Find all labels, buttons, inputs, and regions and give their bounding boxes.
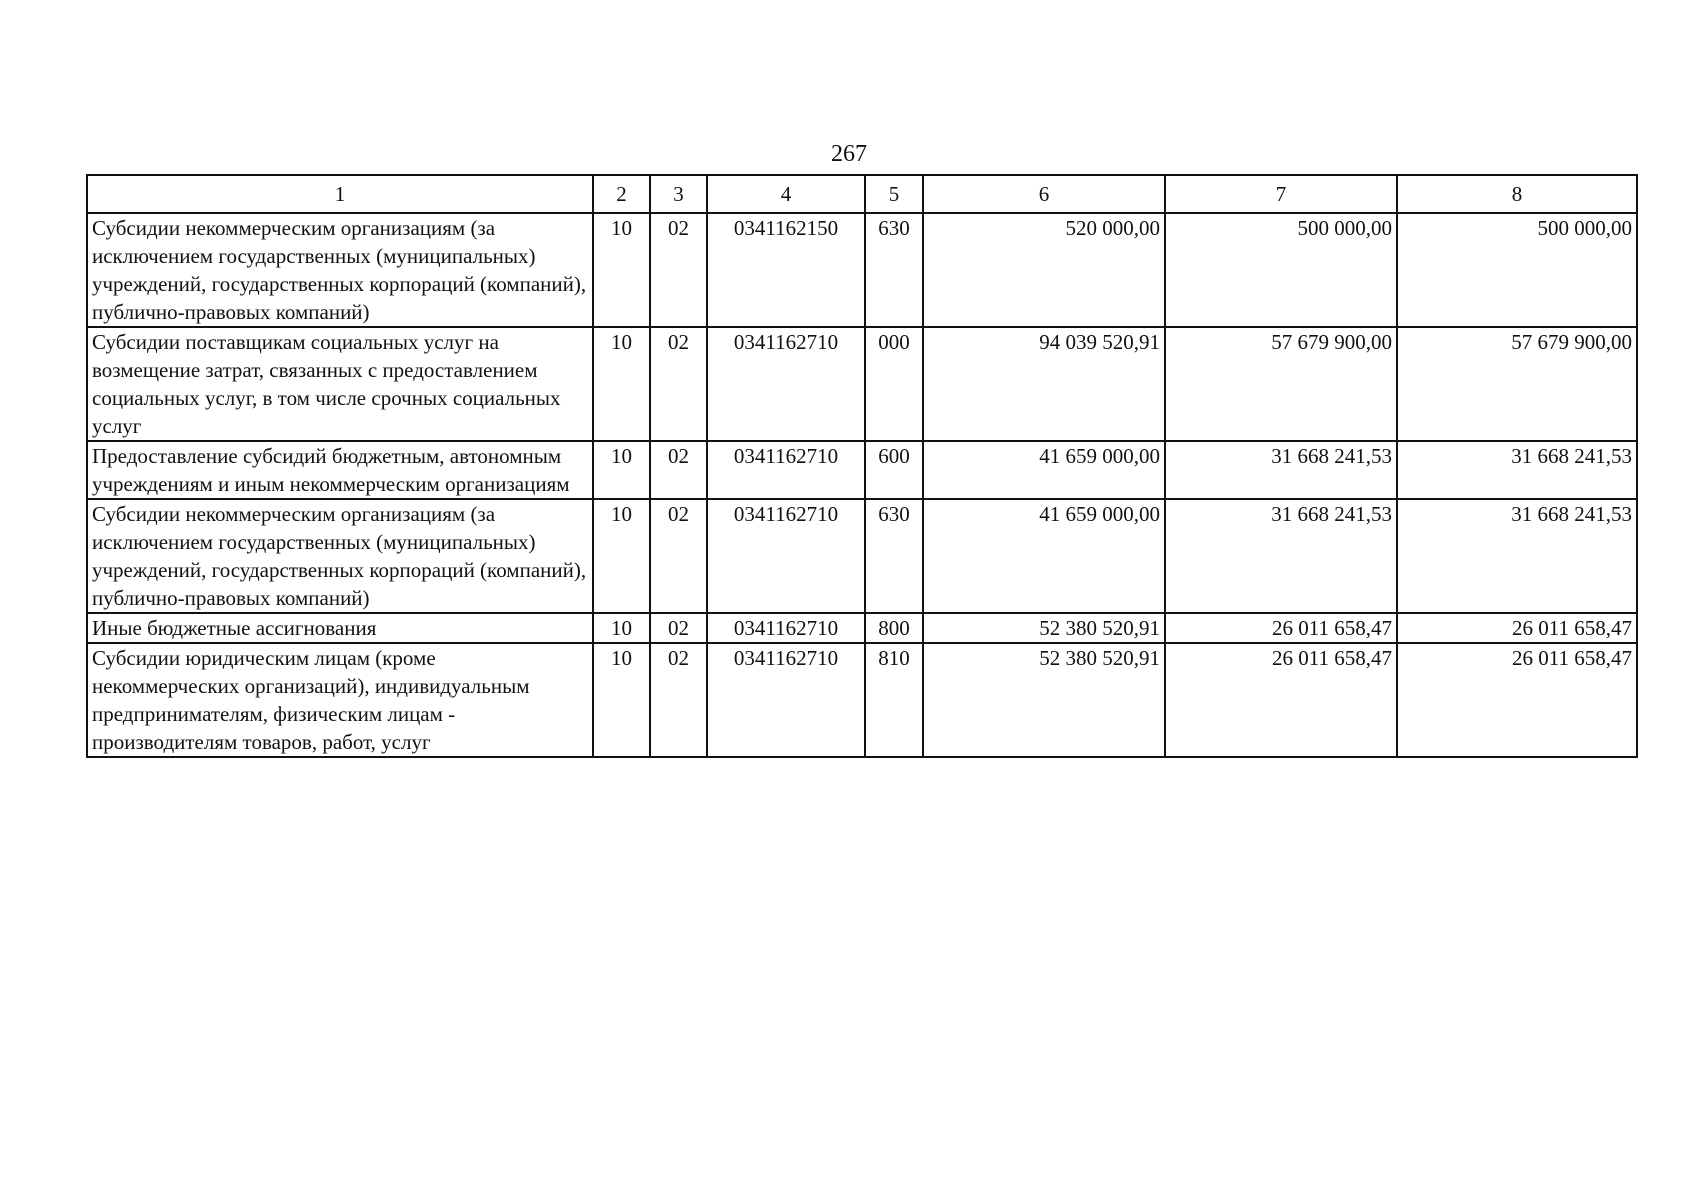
row-subsection: 02 <box>650 327 707 441</box>
table-row <box>87 499 1637 613</box>
row-amount-col7: 26 011 658,47 <box>1165 613 1397 643</box>
row-subsection: 02 <box>650 441 707 499</box>
table-row <box>87 327 1637 441</box>
row-section: 10 <box>593 643 650 757</box>
row-expense-type: 600 <box>865 441 923 499</box>
row-target-code: 0341162710 <box>707 643 865 757</box>
row-amount-col8: 26 011 658,47 <box>1397 613 1637 643</box>
row-amount-col6: 41 659 000,00 <box>923 441 1165 499</box>
row-amount-col8: 500 000,00 <box>1397 213 1637 327</box>
row-section: 10 <box>593 441 650 499</box>
row-subsection: 02 <box>650 643 707 757</box>
row-amount-col7: 500 000,00 <box>1165 213 1397 327</box>
table-row <box>87 613 1637 643</box>
row-expense-type: 000 <box>865 327 923 441</box>
header-cell-7: 7 <box>1165 175 1397 213</box>
row-amount-col8: 26 011 658,47 <box>1397 643 1637 757</box>
row-subsection: 02 <box>650 499 707 613</box>
row-target-code: 0341162150 <box>707 213 865 327</box>
row-amount-col7: 57 679 900,00 <box>1165 327 1397 441</box>
row-target-code: 0341162710 <box>707 327 865 441</box>
row-amount-col7: 26 011 658,47 <box>1165 643 1397 757</box>
header-cell-2: 2 <box>593 175 650 213</box>
header-cell-3: 3 <box>650 175 707 213</box>
row-name: Иные бюджетные ассигнования <box>87 613 593 643</box>
table-row <box>87 213 1637 327</box>
table-row <box>87 643 1637 757</box>
budget-table <box>86 174 1638 758</box>
header-cell-1: 1 <box>87 175 593 213</box>
row-amount-col8: 31 668 241,53 <box>1397 499 1637 613</box>
row-expense-type: 630 <box>865 213 923 327</box>
row-amount-col8: 57 679 900,00 <box>1397 327 1637 441</box>
table-row <box>87 441 1637 499</box>
page-number: 267 <box>831 141 867 167</box>
row-target-code: 0341162710 <box>707 499 865 613</box>
row-section: 10 <box>593 213 650 327</box>
row-name: Субсидии некоммерческим организациям (за исключением государственных (муниципальных) учреждений, государственных корпораций (компаний), публично-правовых компаний) <box>87 499 593 613</box>
row-name: Субсидии некоммерческим организациям (за исключением государственных (муниципальных) учреждений, государственных корпораций (компаний), публично-правовых компаний) <box>87 213 593 327</box>
row-amount-col6: 41 659 000,00 <box>923 499 1165 613</box>
row-subsection: 02 <box>650 613 707 643</box>
row-amount-col7: 31 668 241,53 <box>1165 499 1397 613</box>
header-cell-6: 6 <box>923 175 1165 213</box>
header-cell-5: 5 <box>865 175 923 213</box>
row-section: 10 <box>593 499 650 613</box>
row-subsection: 02 <box>650 213 707 327</box>
row-amount-col6: 520 000,00 <box>923 213 1165 327</box>
header-cell-8: 8 <box>1397 175 1637 213</box>
row-section: 10 <box>593 327 650 441</box>
row-expense-type: 630 <box>865 499 923 613</box>
row-target-code: 0341162710 <box>707 441 865 499</box>
row-amount-col6: 52 380 520,91 <box>923 613 1165 643</box>
header-cell-4: 4 <box>707 175 865 213</box>
row-section: 10 <box>593 613 650 643</box>
row-amount-col7: 31 668 241,53 <box>1165 441 1397 499</box>
row-amount-col6: 94 039 520,91 <box>923 327 1165 441</box>
row-amount-col6: 52 380 520,91 <box>923 643 1165 757</box>
row-amount-col8: 31 668 241,53 <box>1397 441 1637 499</box>
row-expense-type: 800 <box>865 613 923 643</box>
row-name: Субсидии поставщикам социальных услуг на возмещение затрат, связанных с предоставлением социальных услуг, в том числе срочных социальных услуг <box>87 327 593 441</box>
header-row <box>87 175 1637 213</box>
row-name: Предоставление субсидий бюджетным, автономным учреждениям и иным некоммерческим организациям <box>87 441 593 499</box>
row-expense-type: 810 <box>865 643 923 757</box>
row-name: Субсидии юридическим лицам (кроме некоммерческих организаций), индивидуальным предпринимателям, физическим лицам - производителям товаров, работ, услуг <box>87 643 593 757</box>
row-target-code: 0341162710 <box>707 613 865 643</box>
